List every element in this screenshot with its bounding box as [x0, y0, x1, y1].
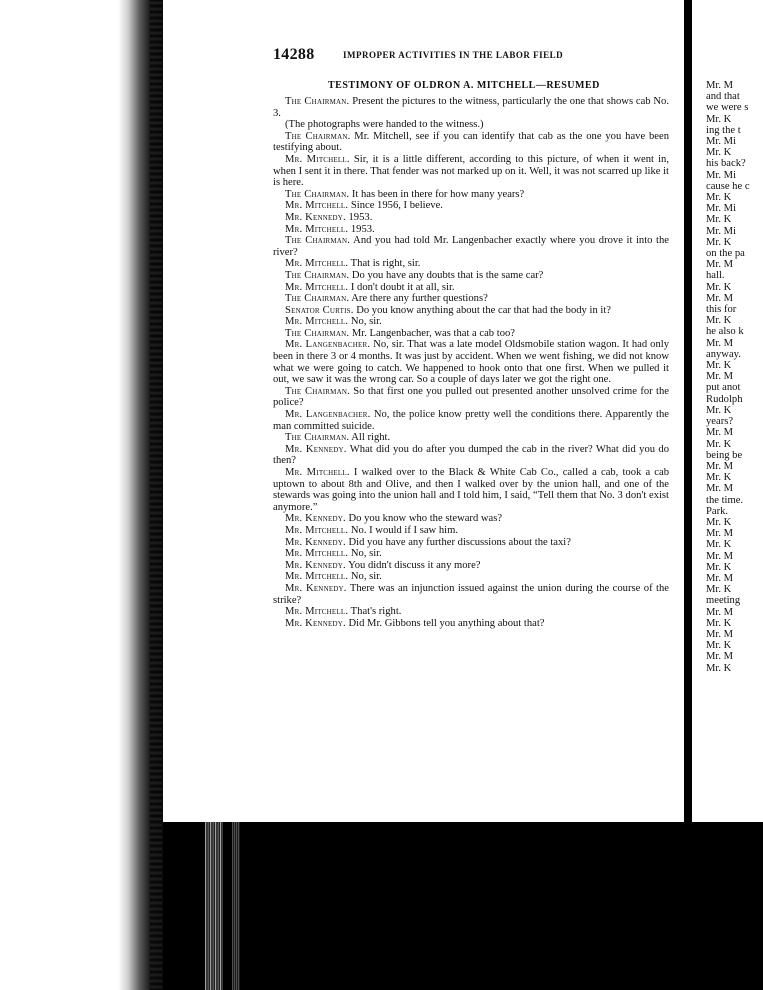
- adjacent-page-line: Rudolph: [706, 393, 743, 405]
- testimony-paragraph: [273, 200, 669, 212]
- page-gutter: [684, 0, 692, 822]
- adjacent-page-line: Mr. K: [706, 617, 732, 629]
- adjacent-page-line: Mr. M: [706, 528, 734, 540]
- adjacent-page-line: Mr. K: [706, 584, 732, 596]
- adjacent-page-line: we were s: [706, 102, 749, 114]
- speaker-name: Mr. Kennedy.: [285, 443, 347, 455]
- page-number: 14288: [273, 46, 315, 63]
- adjacent-page-line: Mr. M: [706, 550, 734, 562]
- testimony-paragraph: [273, 525, 669, 537]
- adjacent-page-line: Mr. K: [706, 662, 732, 674]
- testimony-paragraph: [273, 409, 669, 432]
- running-title: IMPROPER ACTIVITIES IN THE LABOR FIELD: [343, 50, 564, 60]
- adjacent-page-line: Mr. M: [706, 337, 734, 349]
- testimony-text: No. I would if I saw him.: [348, 524, 458, 536]
- testimony-text: There was an injunction issued against the union during the course of the strike?: [273, 582, 669, 606]
- speaker-name: The Chairman.: [285, 188, 350, 200]
- testimony-text: All right.: [349, 432, 391, 444]
- adjacent-page-line: Mr. M: [706, 483, 734, 495]
- testimony-text: No, sir. That was a late model Oldsmobile station wagon. It had only been in there 3 or 4 months. It was just by accident. When we went fishing, we did not know what we were going to catch. We happened to hook onto that one first. When we pulled it out, we saw it was the wrong car. So a couple of days later we got the right one.: [273, 339, 670, 386]
- speaker-name: Mr. Kennedy.: [285, 513, 346, 525]
- adjacent-page-line: Park.: [706, 505, 729, 517]
- testimony-paragraph: [273, 583, 669, 606]
- adjacent-page-line: Mr. M: [706, 427, 734, 439]
- adjacent-page-line: Mr. K: [706, 640, 732, 652]
- testimony-paragraph: [273, 212, 669, 224]
- testimony-text: And you had told Mr. Langenbacher exactly where you drove it into the river?: [273, 235, 669, 258]
- testimony-paragraph: [273, 571, 669, 583]
- testimony-text: No, sir.: [348, 571, 382, 583]
- adjacent-page-line: on the pa: [706, 248, 745, 260]
- section-title: TESTIMONY OF OLDRON A. MITCHELL—RESUMED: [328, 80, 600, 91]
- testimony-paragraph: [273, 235, 669, 258]
- adjacent-page-line: anyway.: [706, 348, 741, 360]
- testimony-text: I walked over to the Black & White Cab Co., called a cab, took a cab uptown to about 8th and Olive, and then I walked over by the union hall, and one of the stewards was going into the union hall and I told him, I said, “Tell them that No. 3 don't exist anymore.”: [273, 467, 669, 513]
- testimony-text: Did Mr. Gibbons tell you anything about that?: [345, 617, 545, 629]
- adjacent-page-line: Mr. K: [706, 539, 732, 551]
- adjacent-page-line: he also k: [706, 326, 744, 338]
- speaker-name: Mr. Mitchell.: [285, 153, 350, 165]
- scan-margin-left: [0, 0, 163, 990]
- adjacent-page-line: Mr. K: [706, 360, 732, 372]
- adjacent-page-line: put anot: [706, 382, 741, 394]
- testimony-text: 1953.: [345, 211, 373, 223]
- testimony-paragraph: [273, 328, 669, 340]
- testimony-body: [273, 96, 669, 629]
- speaker-name: The Chairman.: [285, 235, 351, 247]
- testimony-text: 1953.: [348, 223, 375, 235]
- adjacent-page-line: cause he c: [706, 180, 750, 192]
- speaker-name: Mr. Mitchell.: [285, 571, 349, 583]
- testimony-paragraph: [273, 305, 669, 317]
- speaker-name: Senator Curtis.: [285, 304, 354, 316]
- adjacent-page-line: Mr. M: [706, 651, 734, 663]
- adjacent-page-line: hall.: [706, 270, 725, 282]
- testimony-text: Sir, it is a little different, according to this picture, of when it went in, when I sent it in there. That fender was not marked up on it. Well, it was not scarred up like it is here.: [273, 153, 669, 189]
- testimony-paragraph: [273, 96, 669, 119]
- adjacent-page-line: and that: [706, 91, 740, 103]
- adjacent-page-line: Mr. K: [706, 147, 732, 159]
- testimony-text: Do you have any doubts that is the same car?: [349, 269, 544, 281]
- adjacent-page-line: Mr. K: [706, 516, 732, 528]
- speaker-name: Mr. Kennedy.: [285, 559, 346, 571]
- testimony-text: It has been in there for how many years?: [349, 188, 525, 200]
- testimony-text: No, sir.: [348, 316, 382, 328]
- testimony-text: That's right.: [348, 606, 402, 618]
- adjacent-page-line: ing the t: [706, 124, 741, 136]
- scan-margin-bottom: [163, 822, 763, 990]
- testimony-paragraph: [273, 339, 669, 385]
- speaker-name: Mr. Mitchell.: [285, 467, 350, 478]
- speaker-name: Mr. Kennedy.: [285, 617, 346, 629]
- testimony-paragraph: [273, 467, 669, 513]
- speaker-name: The Chairman.: [285, 293, 350, 305]
- testimony-paragraph: [273, 131, 669, 154]
- adjacent-page-line: Mr. K: [706, 472, 732, 484]
- testimony-paragraph: [273, 119, 669, 131]
- adjacent-page-line: Mr. M: [706, 292, 734, 304]
- testimony-text: That is right, sir.: [348, 258, 421, 270]
- adjacent-page-line: Mr. M: [706, 259, 734, 271]
- scan-artifact-strip: [205, 822, 223, 990]
- speaker-name: The Chairman.: [285, 432, 350, 444]
- testimony-text: Did you have any further discussions about the taxi?: [345, 536, 571, 548]
- testimony-paragraph: [273, 282, 669, 294]
- adjacent-page-line: Mr. K: [706, 438, 732, 450]
- testimony-text: I don't doubt it at all, sir.: [348, 281, 455, 293]
- testimony-paragraph: [273, 618, 669, 630]
- testimony-text: (The photographs were handed to the witness.): [285, 119, 484, 131]
- speaker-name: Mr. Mitchell.: [285, 524, 349, 536]
- testimony-paragraph: [273, 444, 669, 467]
- speaker-name: Mr. Mitchell.: [285, 223, 349, 235]
- testimony-text: What did you do after you dumped the cab in the river? What did you do then?: [273, 443, 670, 467]
- speaker-name: Mr. Kennedy.: [285, 582, 347, 594]
- speaker-name: Mr. Langenbacher.: [285, 409, 371, 421]
- testimony-paragraph: [273, 316, 669, 328]
- testimony-paragraph: [273, 293, 669, 305]
- adjacent-page-line: Mr. M: [706, 80, 734, 91]
- adjacent-page-line: Mr. Mi: [706, 225, 737, 237]
- scan-margin-left-edge: [150, 0, 162, 990]
- testimony-text: Do you know anything about the car that had the body in it?: [353, 304, 611, 316]
- speaker-name: Mr. Kennedy.: [285, 211, 346, 223]
- adjacent-page-line: Mr. K: [706, 113, 732, 125]
- testimony-text: No, sir.: [348, 548, 382, 560]
- testimony-text: No, the police know pretty well the conditions there. Apparently the man committed suicide.: [273, 409, 669, 432]
- testimony-text: Since 1956, I believe.: [348, 200, 443, 212]
- testimony-paragraph: [273, 224, 669, 236]
- adjacent-page-line: meeting: [706, 595, 741, 607]
- testimony-paragraph: [273, 548, 669, 560]
- adjacent-page-line: being be: [706, 449, 743, 461]
- adjacent-page-line: Mr. K: [706, 214, 732, 226]
- speaker-name: Mr. Mitchell.: [285, 258, 349, 270]
- testimony-text: You didn't discuss it any more?: [345, 559, 481, 571]
- testimony-paragraph: [273, 189, 669, 201]
- testimony-text: Mr. Mitchell, see if you can identify that cab as the one you have been testifying about.: [273, 130, 669, 154]
- speaker-name: The Chairman.: [285, 96, 350, 107]
- document-page: [163, 0, 684, 822]
- speaker-name: Mr. Mitchell.: [285, 606, 349, 618]
- testimony-text: Do you know who the steward was?: [345, 513, 503, 525]
- testimony-paragraph: [273, 154, 669, 189]
- adjacent-page-line: Mr. K: [706, 281, 732, 293]
- page-header: [273, 46, 673, 62]
- speaker-name: Mr. Langenbacher.: [285, 339, 371, 351]
- testimony-paragraph: [273, 513, 669, 525]
- speaker-name: Mr. Mitchell.: [285, 316, 349, 328]
- speaker-name: The Chairman.: [285, 327, 350, 339]
- adjacent-page-line: years?: [706, 416, 734, 428]
- speaker-name: Mr. Kennedy.: [285, 536, 346, 548]
- speaker-name: Mr. Mitchell.: [285, 281, 349, 293]
- speaker-name: Mr. Mitchell.: [285, 200, 349, 212]
- adjacent-page-line: Mr. M: [706, 606, 734, 618]
- testimony-paragraph: [273, 270, 669, 282]
- testimony-paragraph: [273, 432, 669, 444]
- adjacent-page-line: the time.: [706, 494, 744, 506]
- adjacent-page: [692, 0, 763, 822]
- adjacent-page-line: Mr. M: [706, 460, 734, 472]
- adjacent-page-line: this for: [706, 304, 737, 316]
- adjacent-page-line: Mr. M: [706, 572, 734, 584]
- testimony-text: Are there any further questions?: [349, 293, 488, 305]
- testimony-paragraph: [273, 258, 669, 270]
- adjacent-page-line: Mr. K: [706, 192, 732, 204]
- adjacent-page-text: [706, 80, 763, 674]
- adjacent-page-line: his back?: [706, 158, 746, 170]
- adjacent-page-line: Mr. M: [706, 371, 734, 383]
- testimony-paragraph: [273, 606, 669, 618]
- adjacent-page-line: Mr. K: [706, 561, 732, 573]
- testimony-paragraph: [273, 386, 669, 409]
- adjacent-page-line: Mr. K: [706, 236, 732, 248]
- scan-artifact-strip-2: [232, 822, 240, 990]
- adjacent-page-line: Mr. K: [706, 315, 732, 327]
- adjacent-page-line: Mr. Mi: [706, 169, 737, 181]
- testimony-text: Mr. Langenbacher, was that a cab too?: [349, 327, 515, 339]
- adjacent-page-line: Mr. K: [706, 404, 732, 416]
- testimony-text: So that first one you pulled out presented another unsolved crime for the police?: [273, 385, 669, 409]
- adjacent-page-line: Mr. Mi: [706, 136, 737, 148]
- testimony-paragraph: [273, 537, 669, 549]
- adjacent-page-line: Mr. Mi: [706, 203, 737, 215]
- speaker-name: The Chairman.: [285, 385, 350, 397]
- speaker-name: Mr. Mitchell.: [285, 548, 349, 560]
- testimony-paragraph: [273, 560, 669, 572]
- testimony-text: Present the pictures to the witness, particularly the one that shows cab No. 3.: [273, 96, 669, 119]
- adjacent-page-line: Mr. M: [706, 628, 734, 640]
- speaker-name: The Chairman.: [285, 130, 351, 142]
- speaker-name: The Chairman.: [285, 269, 350, 281]
